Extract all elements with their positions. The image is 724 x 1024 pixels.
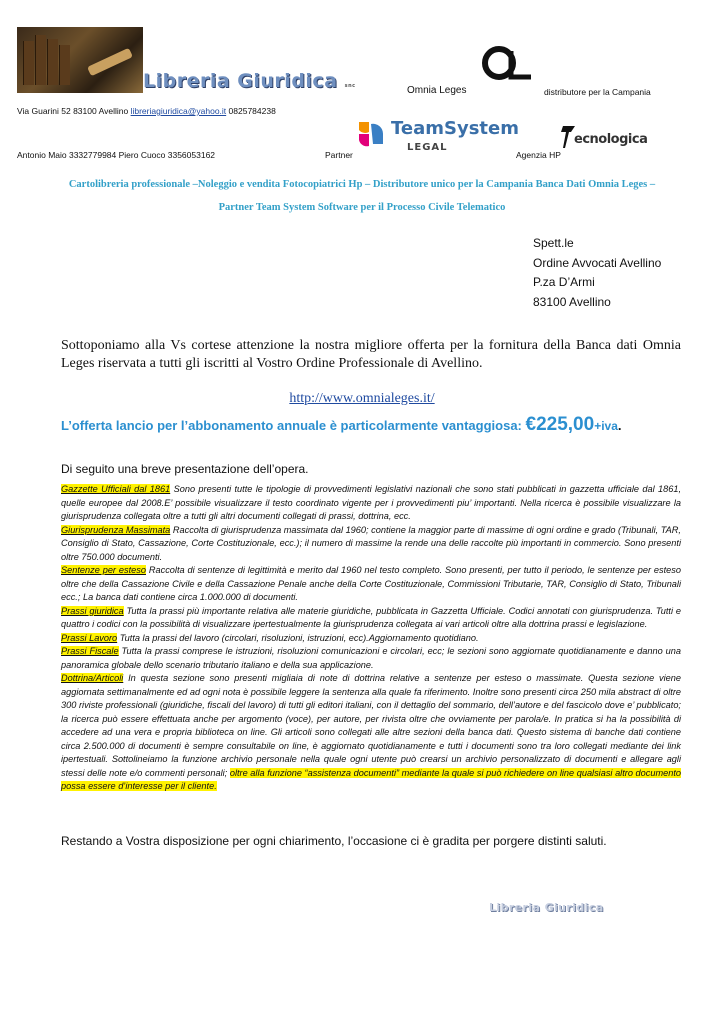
section-item: Prassi Fiscale Tutta la prassi comprese le istruzioni, risoluzioni comunicazioni e circolari, ecc; le sezioni sono aggiornate quotidianamente e danno una panoramica globale dello scenario tributario italiano e della sua applicazione. — [61, 646, 681, 670]
recipient-line-3: P.za D’Armi — [533, 275, 595, 289]
section-title: Sentenze per esteso — [61, 565, 146, 575]
tecnologica-logo — [561, 124, 648, 154]
section-title: Dottrina/Articoli — [61, 673, 124, 683]
teamsystem-mark-icon — [355, 118, 387, 150]
teamsystem-name: TeamSystem — [391, 118, 519, 139]
address-line: Via Guarini 52 83100 Avellino libreriagiuridica@yahoo.it 0825784238 — [17, 106, 276, 116]
omnia-leges-logo-icon — [481, 45, 535, 85]
recipient-line-1: Spett.le — [533, 236, 574, 250]
section-item: Prassi giuridica Tutta la prassi più importante relativa alle materie giuridiche, pubblicata in Gazzetta Ufficiale. Codici annotati con giurisprudenza. Tutti e quattro i codici con la possibilità di visualizzare ipertestualmente la giurisprudenza collegata ai vari articoli oltre alla dottrina prassi e legislazione. — [61, 605, 681, 629]
agency-label: Agenzia HP — [516, 150, 561, 160]
intro-paragraph: Sottoponiamo alla Vs cortese attenzione la nostra migliore offerta per la fornitura della Banca dati Omnia Leges riservata a tutti gli iscritti al Vostro Ordine Professionale di Avellino. — [61, 338, 681, 371]
teamsystem-logo — [355, 116, 519, 158]
section-item: Sentenze per esteso Raccolta di sentenze di legittimità e merito dal 1960 nel testo completo. Sono presenti, per tutto il periodo, le sentenze per esteso oltre che della Cassazione Civile e della Cassazione Penale anche della Corte Costituzionale, Commissioni Tributarie, TAR, Consiglio di Stato, Tribunali ecc.; La banca dati contiene circa 1.000.000 di documenti. — [61, 565, 681, 602]
signature-logo-text: Libreria Giuridica — [489, 901, 604, 914]
section-item: Gazzette Ufficiali dal 1861 Sono presenti tutte le tipologie di provvedimenti legislativi nazionali che sono stati pubblicati in gazzetta ufficiale dal 1861, quelle europee dal 2008.E’ possibile visualizzare il testo coordinato vigente per i provvedimenti piu’ importanti. Nella ricerca è possibile visualizzare la giurisprudenza collegata oltre a tutti gli altri documenti collegati di prassi, dottrina, ecc. — [61, 484, 681, 521]
closing-paragraph: Restando a Vostra disposizione per ogni chiarimento, l’occasione ci è gradita per porgere distinti saluti. — [61, 834, 607, 848]
omnia-leges-label: Omnia Leges — [407, 85, 467, 96]
website-link[interactable]: http://www.omnialeges.it/ — [289, 391, 435, 406]
offer-line: L’offerta lancio per l’abbonamento annuale è particolarmente vantaggiosa: €225,00+iva. — [61, 414, 622, 435]
brand-logo-text: Libreria Giuridica snc — [143, 70, 356, 92]
section-item: Dottrina/Articoli In questa sezione sono presenti migliaia di note di dottrina relative a sentenze per esteso o massimate. Questa sezione viene aggiornata settimanalmente ed ad ogni nota è possibile leggere la sentenza alla quale fa riferimento. Inoltre sono presenti circa 250 mila abstract di oltre 300 riviste professionali (giuridiche, fiscali del lavoro) di tutti gli editori italiani, con il dettaglio del sommario, dell’autore e del fascicolo dove e’ pubblicato; la ricerca può essere effettuata anche per argomento (voce), per autore, per rivista oltre che ovviamente per parola/e. In pratica si ha la possibilità di accedere ad una vera e propria biblioteca on line. Gli articoli sono collegati alle altre sezioni della banca dati. Questo sistema di banche dati contiene circa 2.500.000 di documenti è sempre consultabile on line, è aggiornato quotidianamente e tutti i documenti sono tra loro collegati mediante dei link ipertestuali. Sottolineiamo la funzione archivio personale nella quale ogni utente può crearsi un archivio personalizzato di documenti e allegare agli stessi delle note e/o commenti personali; oltre alla funzione “assistenza documenti” mediante la quale si può richiedere on line qualsiasi altro documento possa essere d’interesse per il cliente. — [61, 673, 682, 791]
tagline-2: Partner Team System Software per il Processo Civile Telematico — [218, 202, 506, 213]
teamsystem-sub: LEGAL — [407, 142, 448, 153]
email-link[interactable]: libreriagiuridica@yahoo.it — [130, 106, 227, 116]
section-title: Prassi Fiscale — [61, 646, 119, 656]
recipient-line-2: Ordine Avvocati Avellino — [533, 256, 662, 270]
distributor-label: distributore per la Campania — [544, 87, 651, 97]
section-item: Prassi Lavoro Tutta la prassi del lavoro (circolari, risoluzioni, istruzioni, ecc).Aggiornamento quotidiano. — [61, 632, 479, 643]
recipient-line-4: 83100 Avellino — [533, 295, 611, 309]
contacts-line: Antonio Maio 3332779984 Piero Cuoco 3356053162 — [17, 150, 216, 160]
offer-iva: +iva — [594, 419, 618, 433]
tecnologica-name: ecnologica — [574, 132, 648, 147]
tagline-1: Cartolibreria professionale –Noleggio e vendita Fotocopiatrici Hp – Distributore unico per la Campania Banca Dati Omnia Leges – — [68, 179, 656, 190]
section-title: Giurisprudenza Massimata — [61, 524, 171, 535]
section-title: Gazzette Ufficiali dal 1861 — [61, 484, 171, 494]
section-title: Prassi giuridica — [61, 605, 124, 616]
presentation-intro: Di seguito una breve presentazione dell’opera. — [61, 462, 309, 476]
gavel-icon — [87, 48, 133, 77]
section-item: Giurisprudenza Massimata Raccolta di giurisprudenza massimata dal 1960; contiene la maggior parte di massime di ogni ordine e grado (Tribunali, TAR, Consiglio di Stato, Cassazione, Corte Costituzionale, ecc.); il numero di massime la rende una delle raccolte più importanti in commercio. Sono presenti oltre 750.000 documenti. — [61, 524, 681, 562]
sections-block — [61, 483, 681, 794]
section-title: Prassi Lavoro — [61, 632, 118, 643]
partner-label: Partner — [325, 150, 353, 160]
offer-price: €225,00 — [525, 414, 595, 435]
offer-text: L’offerta lancio per l’abbonamento annuale è particolarmente vantaggiosa: — [61, 418, 526, 433]
highlighted-note: oltre alla funzione “assistenza documenti” mediante la quale si può richiedere on line qualsiasi altro documento possa essere d’interesse per il cliente. — [61, 767, 682, 791]
library-books-image — [17, 27, 143, 93]
